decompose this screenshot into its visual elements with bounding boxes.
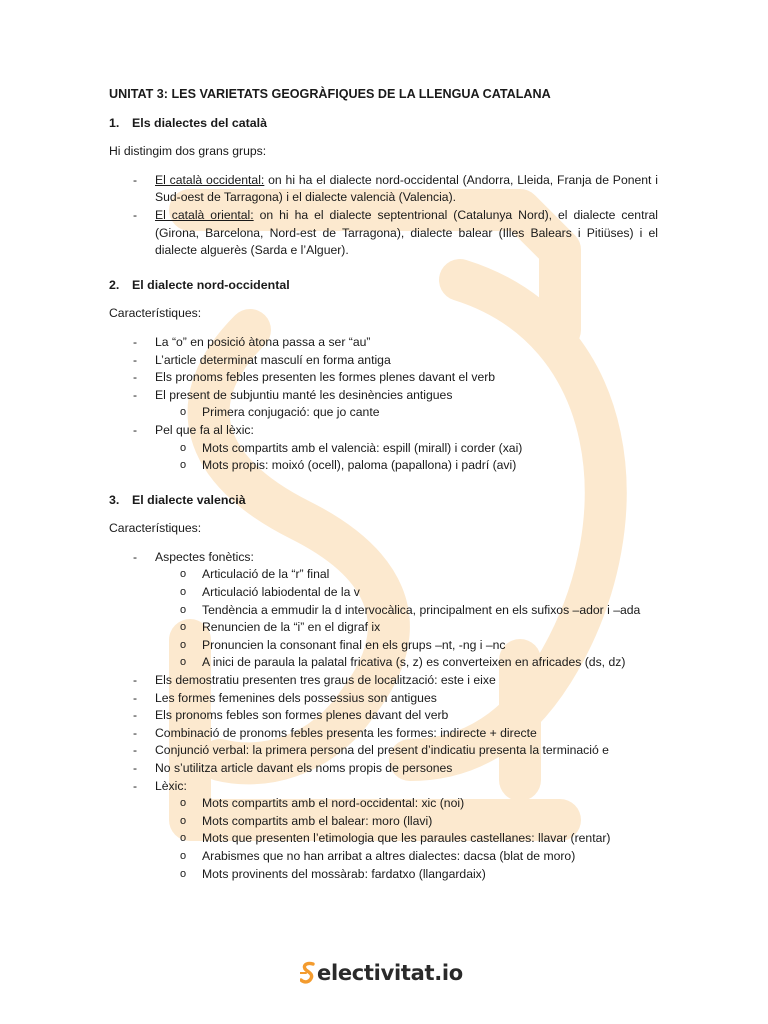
list-subitem: o Mots que presenten l’etimologia que les paraules castellanes: llavar (rentar) [109,830,658,848]
list-item: - Els demostratiu presenten tres graus de localització: este i eixe [109,672,658,690]
list-subitem: o Primera conjugació: que jo cante [109,404,658,422]
list-subitem: o Articulació labiodental de la v [109,584,658,602]
document-title: UNITAT 3: LES VARIETATS GEOGRÀFIQUES DE LA LLENGUA CATALANA [109,87,551,101]
bullet-list [109,334,658,475]
list-item: - El català oriental: on hi ha el dialecte septentrional (Catalunya Nord), el dialecte central (Girona, Barcelona, Nord-est de Tarragona), dialecte balear (Illes Balears i Pitiüses) i el dialecte alguerès (Sarda e l’Alguer). [109,207,658,260]
bullet-list [109,172,658,260]
list-subitem: o Pronuncien la consonant final en els grups –nt, -ng i –nc [109,637,658,655]
list-item: - Els pronoms febles son formes plenes davant del verb [109,707,658,725]
bullet-list [109,549,658,883]
list-subitem: o Mots compartits amb el balear: moro (llavi) [109,813,658,831]
selectivitat-logo[interactable] [300,960,463,986]
section-heading: 2. El dialecte nord-occidental [109,277,290,292]
list-subitem: o Arabismes que no han arribat a altres dialectes: dacsa (blat de moro) [109,848,658,866]
list-item: - Els pronoms febles presenten les formes plenes davant el verb [109,369,658,387]
section-heading: 3. El dialecte valencià [109,492,246,507]
list-subitem: o Mots compartits amb el nord-occidental: xic (noi) [109,795,658,813]
list-item: - Les formes femenines dels possessius son antigues [109,690,658,708]
section-heading: 1. Els dialectes del català [109,115,267,130]
list-item: - Conjunció verbal: la primera persona del present d’indicatiu presenta la terminació e [109,742,658,760]
list-item: - Pel que fa al lèxic: [109,422,658,440]
list-subitem: o Renuncien de la “i” en el digraf ix [109,619,658,637]
paragraph: Característiques: [109,521,202,536]
list-item: - Combinació de pronoms febles presenta les formes: indirecte + directe [109,725,658,743]
list-item: - No s’utilitza article davant els noms propis de persones [109,760,658,778]
paragraph: Característiques: [109,306,202,321]
list-item: - El català occidental: on hi ha el dialecte nord-occidental (Andorra, Lleida, Franja de Ponent i Sud-oest de Tarragona) i el dialecte valencià (Valencia). [109,172,658,207]
list-item: - El present de subjuntiu manté les desinències antigues [109,387,658,405]
paragraph: Hi distingim dos grans grups: [109,144,267,159]
list-subitem: o Mots propis: moixó (ocell), paloma (papallona) i padrí (avi) [109,457,658,475]
selectivitat-s-icon [300,960,316,986]
list-item: - La “o” en posició àtona passa a ser “au” [109,334,658,352]
logo-text: electivitat.io [317,961,463,985]
list-subitem: o A inici de paraula la palatal fricativa (s, z) es converteixen en africades (ds, dz) [109,654,658,672]
list-item: - Aspectes fonètics: [109,549,658,567]
list-subitem: o Articulació de la “r” final [109,566,658,584]
list-item: - Lèxic: [109,778,658,796]
list-subitem: o Mots provinents del mossàrab: fardatxo (llangardaix) [109,866,658,884]
list-item: - L’article determinat masculí en forma antiga [109,352,658,370]
list-subitem: o Mots compartits amb el valencià: espill (mirall) i corder (xai) [109,440,658,458]
document [109,86,658,900]
list-subitem: o Tendència a emmudir la d intervocàlica, principalment en els sufixos –ador i –ada [109,602,658,620]
